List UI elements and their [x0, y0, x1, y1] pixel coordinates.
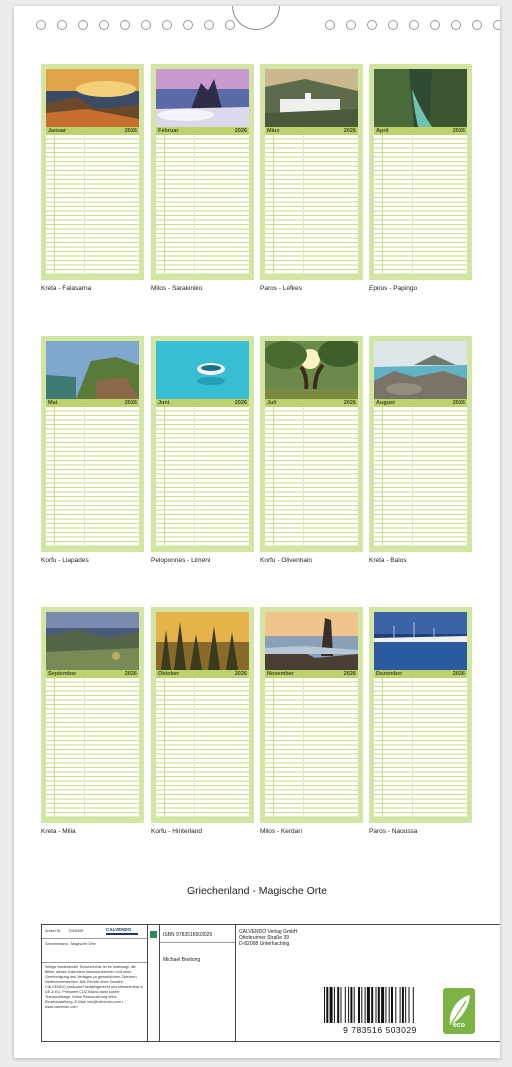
publisher-address	[239, 929, 298, 947]
month-header	[374, 127, 467, 135]
month-photo	[265, 341, 358, 399]
month-year: 2026	[452, 400, 465, 406]
day-rows	[374, 135, 467, 274]
barcode-bar	[405, 987, 406, 1023]
publisher-city: D-82008 Unterhaching	[239, 941, 290, 947]
day-grid	[156, 399, 249, 546]
product-info-box	[41, 924, 500, 1042]
barcode-bar	[324, 987, 325, 1023]
month-header	[374, 670, 467, 678]
binding-hole	[325, 20, 335, 30]
month-photo	[374, 341, 467, 399]
binding-hole	[225, 20, 235, 30]
month-name: Mai	[48, 400, 58, 406]
month-year: 2026	[452, 128, 465, 134]
month-card	[41, 336, 144, 552]
binding-hole	[183, 20, 193, 30]
month-card	[369, 64, 472, 280]
binding-hole	[141, 20, 151, 30]
binding-hole	[346, 20, 356, 30]
qr-code-icon	[150, 931, 157, 938]
month-name: Januar	[48, 128, 67, 134]
month-photo	[46, 612, 139, 670]
qr-cell	[148, 925, 160, 1041]
photo-caption: Korfu - Hinterland	[151, 828, 202, 835]
day-rows	[156, 678, 249, 817]
eco-label: eco	[452, 1022, 466, 1029]
day-rows	[265, 678, 358, 817]
day-grid	[156, 670, 249, 817]
barcode-bars	[318, 987, 442, 1027]
calendar-title: Griechenland - Magische Orte	[186, 885, 328, 897]
month-photo	[374, 69, 467, 127]
month-header	[46, 399, 139, 407]
day-grid	[265, 399, 358, 546]
month-photo	[265, 69, 358, 127]
month-name: November	[267, 671, 294, 677]
day-grid	[156, 127, 249, 274]
day-rows	[156, 135, 249, 274]
barcode-bar	[345, 987, 346, 1023]
month-name: Juli	[267, 400, 277, 406]
month-photo	[156, 341, 249, 399]
calvendo-logo: CALVENDO	[106, 927, 146, 937]
day-rows	[265, 135, 358, 274]
barcode-bar	[413, 987, 414, 1023]
month-header	[265, 127, 358, 135]
legal-notice: Infolge bestehender Schutzrechte ist es untersagt, die Bilder dieses Kalenders herauszutrennen und ohne Genehmigung des Verlages zu gewerblichen Zwecken weiterzuverwenden. Alle Rechte ohne Gewähr. CALVENDO produziert bedarfsgerecht und klimaneutral in DE & EU. Preiswert CO2-Bilanz dank kurzer Transportwege. Keine Retournierung ohne Einzelzustellung. E-Mail: info@calvendo.com • www.calvendo.com	[45, 965, 143, 1009]
barcode-bar	[354, 987, 355, 1023]
photo-caption: Kreta - Falasarna	[41, 285, 92, 292]
month-name: Dezember	[376, 671, 403, 677]
month-photo	[46, 341, 139, 399]
day-grid	[46, 670, 139, 817]
month-card	[260, 336, 363, 552]
photo-caption: Paros - Lefkes	[260, 285, 302, 292]
photo-caption: Milos - Sarakiniko	[151, 285, 203, 292]
month-card	[151, 336, 254, 552]
month-year: 2026	[234, 671, 247, 677]
day-rows	[46, 135, 139, 274]
binding-hole	[472, 20, 482, 30]
isbn: ISBN 9783516503029	[163, 932, 213, 938]
barcode-bar	[334, 987, 335, 1023]
day-grid	[46, 127, 139, 274]
month-card	[41, 64, 144, 280]
month-year: 2026	[124, 400, 137, 406]
barcode-bar	[350, 987, 352, 1023]
day-grid	[374, 127, 467, 274]
barcode-bar	[330, 987, 333, 1023]
photo-caption: Kreta - Milia	[41, 828, 76, 835]
month-header	[156, 127, 249, 135]
month-year: 2026	[343, 400, 356, 406]
day-rows	[46, 407, 139, 546]
barcode-bar	[402, 987, 404, 1023]
barcode-bar	[391, 987, 393, 1023]
barcode-bar	[361, 987, 362, 1023]
month-header	[374, 399, 467, 407]
article-cell	[42, 925, 148, 1041]
month-year: 2026	[234, 128, 247, 134]
day-grid	[265, 670, 358, 817]
day-rows	[265, 407, 358, 546]
photo-caption: Milos - Kerdari	[260, 828, 302, 835]
photo-caption: Kreta - Balos	[369, 557, 407, 564]
product-name: Griechenland - Magische Orte	[45, 942, 96, 946]
publisher-name: CALVENDO Verlag GmbH	[239, 929, 298, 935]
article-label: Artikel Nr.	[45, 929, 62, 933]
barcode-bar	[367, 987, 370, 1023]
month-year: 2026	[124, 128, 137, 134]
month-photo	[156, 612, 249, 670]
barcode-bar	[395, 987, 396, 1023]
binding-hole	[430, 20, 440, 30]
day-grid	[46, 399, 139, 546]
barcode-bar	[409, 987, 410, 1023]
barcode-bar	[341, 987, 342, 1023]
month-year: 2026	[343, 671, 356, 677]
month-header	[265, 670, 358, 678]
month-year: 2026	[234, 400, 247, 406]
photo-caption: Korfu - Liapades	[41, 557, 89, 564]
month-card	[260, 607, 363, 823]
binding-hole	[99, 20, 109, 30]
month-name: Februar	[158, 128, 179, 134]
article-number: 2060305	[68, 929, 84, 933]
calendar-page	[14, 6, 500, 1058]
barcode-bar	[326, 987, 328, 1023]
month-name: Oktober	[158, 671, 180, 677]
month-photo	[156, 69, 249, 127]
month-year: 2026	[452, 671, 465, 677]
barcode-bar	[337, 987, 339, 1023]
barcode-bar	[381, 987, 384, 1023]
isbn-cell	[160, 925, 236, 1041]
barcode-bar	[400, 987, 401, 1023]
month-photo	[265, 612, 358, 670]
day-rows	[46, 678, 139, 817]
day-grid	[374, 670, 467, 817]
binding-hole	[57, 20, 67, 30]
binding-hole	[367, 20, 377, 30]
month-name: September	[48, 671, 77, 677]
barcode-digits: 9 783516 503029	[343, 1025, 417, 1035]
month-name: März	[267, 128, 280, 134]
month-year: 2026	[343, 128, 356, 134]
binding-hole	[493, 20, 500, 30]
binding-hole	[36, 20, 46, 30]
barcode-bar	[389, 987, 390, 1023]
month-header	[156, 399, 249, 407]
photo-caption: Peloponnes - Limeni	[151, 557, 211, 564]
month-card	[260, 64, 363, 280]
barcode-bar	[358, 987, 360, 1023]
day-grid	[265, 127, 358, 274]
barcode-bar	[365, 987, 366, 1023]
month-card	[369, 607, 472, 823]
month-card	[369, 336, 472, 552]
month-header	[156, 670, 249, 678]
day-rows	[374, 678, 467, 817]
month-photo	[374, 612, 467, 670]
month-header	[46, 127, 139, 135]
month-header	[46, 670, 139, 678]
month-name: August	[376, 400, 395, 406]
barcode-bar	[371, 987, 373, 1023]
month-year: 2026	[124, 671, 137, 677]
photo-caption: Korfu - Olivenhain	[260, 557, 313, 564]
binding-hole	[120, 20, 130, 30]
barcode	[318, 987, 442, 1035]
binding-hole	[162, 20, 172, 30]
eco-badge	[442, 987, 476, 1035]
binding-hole	[204, 20, 214, 30]
author: Michael Breitung	[163, 957, 201, 963]
barcode-bar	[385, 987, 386, 1023]
photo-caption: Epirus - Papingo	[369, 285, 418, 292]
day-rows	[156, 407, 249, 546]
photo-caption: Paros - Naoussa	[369, 828, 418, 835]
binding-hole	[388, 20, 398, 30]
barcode-bar	[376, 987, 377, 1023]
publisher-street: Ottobrunner Straße 39	[239, 935, 290, 941]
binding-hole	[409, 20, 419, 30]
month-header	[265, 399, 358, 407]
month-name: April	[376, 128, 389, 134]
binding-hole	[451, 20, 461, 30]
month-card	[151, 64, 254, 280]
month-card	[151, 607, 254, 823]
day-grid	[374, 399, 467, 546]
month-name: Juni	[158, 400, 170, 406]
month-card	[41, 607, 144, 823]
barcode-bar	[378, 987, 380, 1023]
month-photo	[46, 69, 139, 127]
barcode-bar	[348, 987, 349, 1023]
binding-hole	[78, 20, 88, 30]
day-rows	[374, 407, 467, 546]
